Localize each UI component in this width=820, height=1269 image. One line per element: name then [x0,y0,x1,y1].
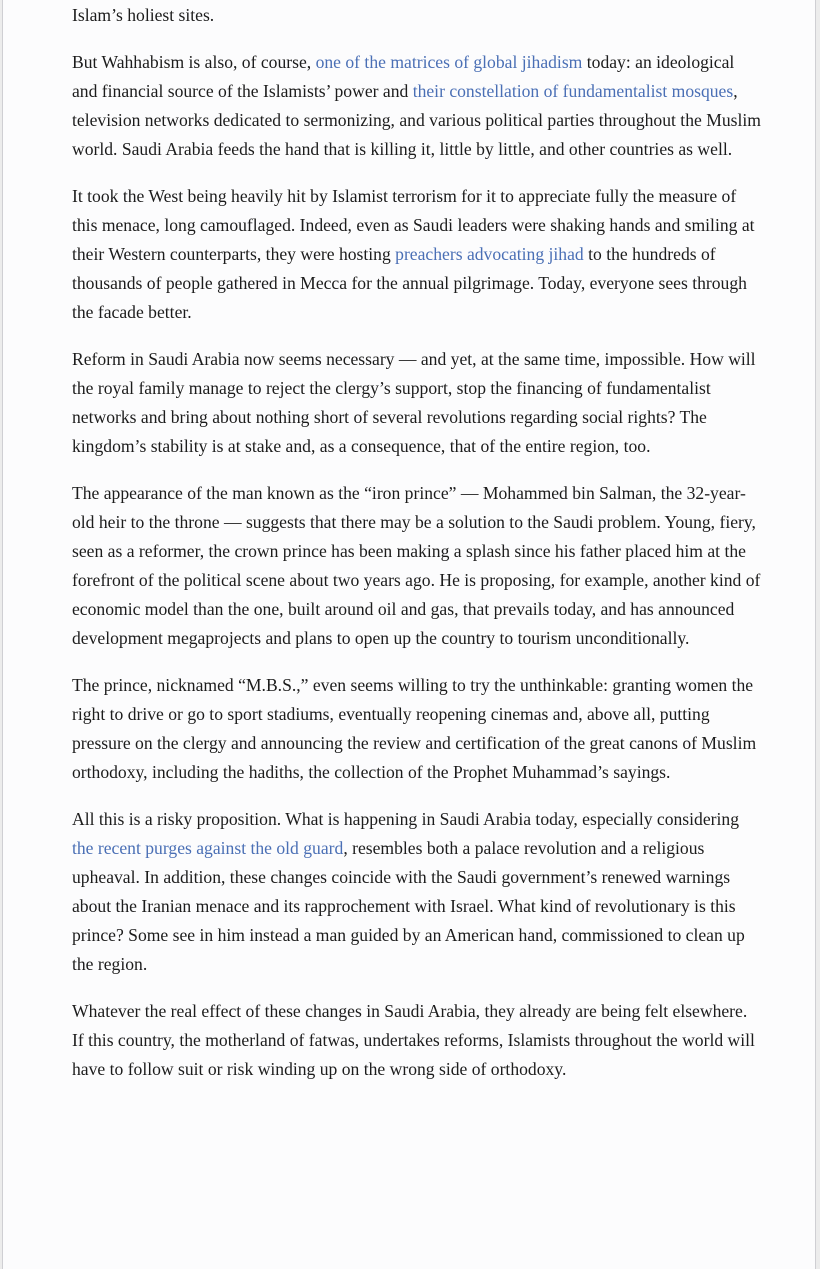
paragraph-text: It took the West being heavily hit by Islamist terrorism for it to appreciate fully the measure of this menace, long camouflaged. Indeed, even as Saudi leaders were shaking hands and smiling at their Western counterparts, they were hosting [72,186,755,264]
paragraph-text: , television networks dedicated to sermonizing, and various political parties throughout the Muslim world. Saudi Arabia feeds the hand that is killing it, little by little, and other countries as well. [72,81,761,159]
article-page [2,0,816,1269]
link-preachers-advocating-jihad[interactable]: preachers advocating jihad [395,244,584,264]
paragraph-6 [72,671,762,787]
link-matrices-of-global-jihadism[interactable]: one of the matrices of global jihadism [315,52,583,72]
paragraph-3 [72,182,762,327]
paragraph-4 [72,345,762,461]
paragraph-8 [72,997,762,1084]
paragraph-text: The prince, nicknamed “M.B.S.,” even seems willing to try the unthinkable: granting women the right to drive or go to sport stadiums, eventually reopening cinemas and, above all, putting pressure on the clergy and announcing the review and certification of the great canons of Muslim orthodoxy, including the hadiths, the collection of the Prophet Muhammad’s sayings. [72,675,757,782]
link-recent-purges-against-old-guard[interactable]: the recent purges against the old guard [72,838,344,858]
article-body [72,1,762,1102]
paragraph-text: All this is a risky proposition. What is happening in Saudi Arabia today, especially considering [72,809,739,829]
paragraph-7 [72,805,762,979]
paragraph-text: Islam’s holiest sites. [72,5,215,25]
paragraph-text: Reform in Saudi Arabia now seems necessary — and yet, at the same time, impossible. How will the royal family manage to reject the clergy’s support, stop the financing of fundamentalist networks and bring about nothing short of several revolutions regarding social rights? The kingdom’s stability is at stake and, as a consequence, that of the entire region, too. [72,349,756,456]
paragraph-1 [72,1,762,30]
paragraph-text: But Wahhabism is also, of course, [72,52,316,72]
paragraph-text: The appearance of the man known as the “iron prince” — Mohammed bin Salman, the 32-year-old heir to the throne — suggests that there may be a solution to the Saudi problem. Young, fiery, seen as a reformer, the crown prince has been making a splash since his father placed him at the forefront of the political scene about two years ago. He is proposing, for example, another kind of economic model than the one, built around oil and gas, that prevails today, and has announced development megaprojects and plans to open up the country to tourism unconditionally. [72,483,761,648]
link-constellation-of-fundamentalist-mosques[interactable]: their constellation of fundamentalist mosques [412,81,734,101]
paragraph-text: , resembles both a palace revolution and a religious upheaval. In addition, these changes coincide with the Saudi government’s renewed warnings about the Iranian menace and its rapprochement with Israel. What kind of revolutionary is this prince? Some see in him instead a man guided by an American hand, commissioned to clean up the region. [72,838,745,974]
paragraph-text: to the hundreds of thousands of people gathered in Mecca for the annual pilgrimage. Today, everyone sees through the facade better. [72,244,747,322]
paragraph-5 [72,479,762,653]
paragraph-2 [72,48,762,164]
paragraph-text: Whatever the real effect of these changes in Saudi Arabia, they already are being felt elsewhere. If this country, the motherland of fatwas, undertakes reforms, Islamists throughout the world will have to follow suit or risk winding up on the wrong side of orthodoxy. [72,1001,755,1079]
paragraph-text: today: an ideological and financial source of the Islamists’ power and [72,52,735,101]
